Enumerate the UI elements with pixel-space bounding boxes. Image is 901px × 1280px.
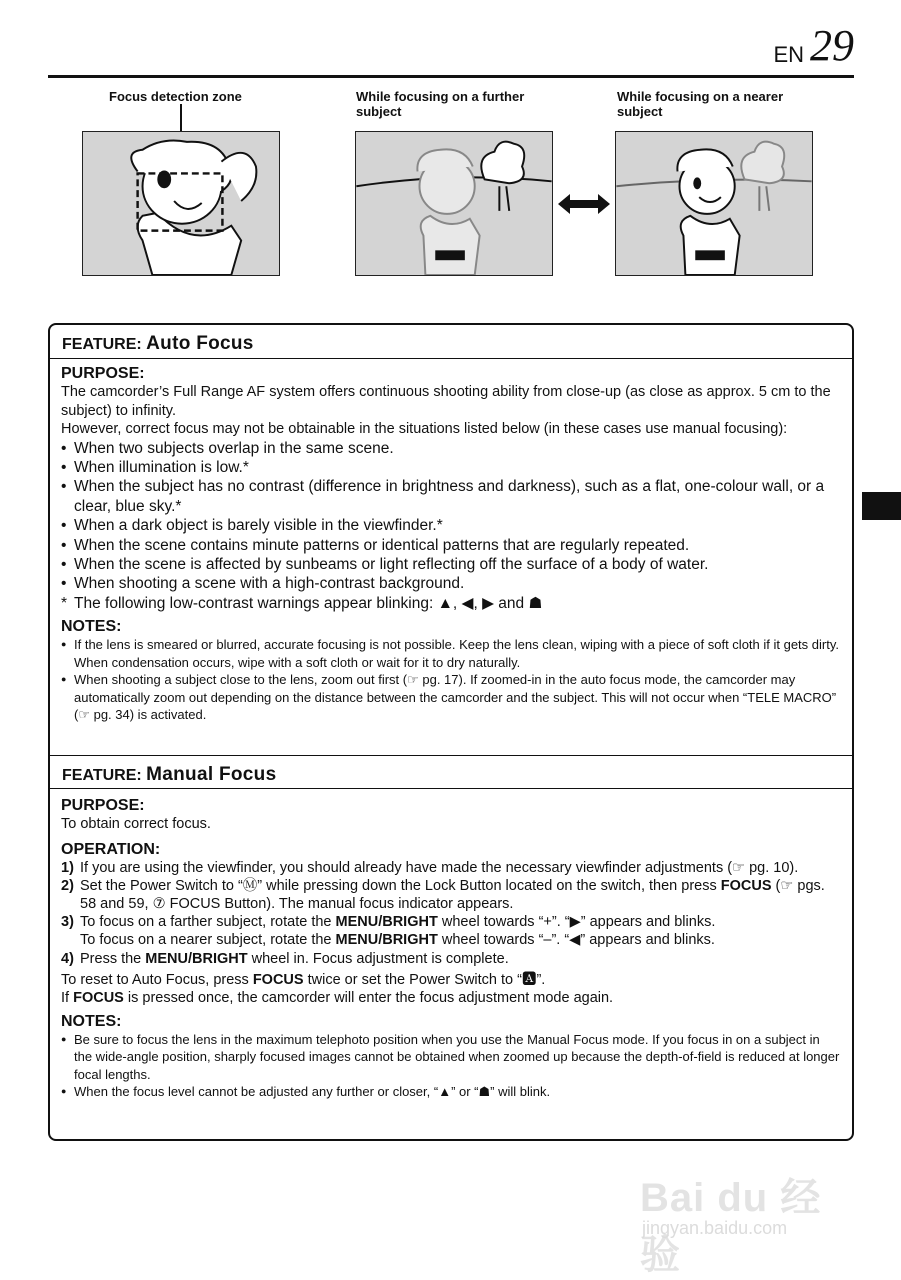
- notes-heading: NOTES:: [61, 618, 122, 636]
- page-number: 29: [810, 21, 854, 70]
- watermark-url: jingyan.baidu.com: [642, 1218, 788, 1238]
- notes-heading: NOTES:: [61, 1012, 122, 1030]
- list-item: ● When shooting a subject close to the lens, zoom out first (☞ pg. 17). If zoomed-in in the auto focus mode, the camcorder may automatically zoom out depending on the distance between the camcorder and the subject. This will not occur when “TELE MACRO” (☞ pg. 34) is activated.: [61, 671, 841, 724]
- step-number: 2): [61, 877, 74, 894]
- step-text: To focus on a nearer subject, rotate the: [80, 932, 332, 949]
- step-text: (☞ pgs. 58 and 59, ⑦ FOCUS Button). The manual focus indicator appears.: [80, 877, 825, 912]
- step-bold: MENU/BRIGHT: [335, 914, 438, 931]
- list-item: • When the scene is affected by sunbeams or light reflecting off the surface of a body of water.: [61, 555, 841, 574]
- feature-title: Manual Focus: [146, 764, 277, 785]
- purpose-paragraph: To obtain correct focus.: [61, 816, 211, 832]
- list-item: • When the subject has no contrast (difference in brightness and darkness), such as a flat, one-colour wall, or a clear, blue sky.*: [61, 477, 841, 516]
- step-text: Press the: [80, 950, 142, 967]
- list-item: • When the scene contains minute patterns or identical patterns that are regularly repeated.: [61, 536, 841, 555]
- operation-step: [61, 913, 841, 949]
- figure-caption-nearer: While focusing on a nearer subject: [617, 89, 784, 119]
- reset-paragraph: [61, 971, 841, 990]
- operation-step: [61, 859, 841, 877]
- operation-heading: OPERATION:: [61, 840, 161, 858]
- auto-focus-section: [61, 364, 841, 724]
- bold-text: FOCUS: [252, 971, 304, 988]
- manual-focus-heading: [50, 755, 852, 789]
- nearer-subject-illustration: [615, 131, 813, 276]
- step-text: If you are using the viewfinder, you should already have made the necessary viewfinder adjustments (☞ pg. 10).: [80, 859, 799, 876]
- purpose-heading: PURPOSE:: [61, 365, 145, 382]
- feature-prefix: FEATURE:: [62, 767, 142, 784]
- page-header: [48, 20, 854, 78]
- figure-caption-further: While focusing on a further subject: [356, 89, 525, 119]
- step-text: Set the Power Switch to “Ⓜ” while pressing down the Lock Button located on the switch, then press: [80, 877, 717, 894]
- language-label: EN: [773, 42, 804, 67]
- operation-step: [61, 950, 841, 968]
- further-subject-illustration: [355, 131, 553, 276]
- text: twice or set the Power Switch to “🅰”.: [307, 971, 546, 988]
- text: If: [61, 990, 70, 1007]
- list-item: • When shooting a scene with a high-contrast background.: [61, 574, 841, 593]
- step-number: 4): [61, 950, 74, 967]
- text: is pressed once, the camcorder will enter the focus adjustment mode again.: [127, 990, 614, 1007]
- operation-step: [61, 877, 841, 913]
- watermark-brand: Bai du 经验: [640, 1176, 822, 1277]
- figure-caption-zone: Focus detection zone: [109, 89, 242, 104]
- step-text: To focus on a farther subject, rotate the: [80, 914, 332, 931]
- double-arrow-icon: [558, 192, 610, 216]
- footnote: * The following low-contrast warnings appear blinking: ▲, ◀, ▶ and ☗: [61, 594, 841, 613]
- auto-focus-heading: [50, 325, 852, 359]
- section-tab-marker: [862, 492, 901, 520]
- operation-list: [61, 859, 841, 968]
- manual-focus-section: [61, 796, 841, 1101]
- step-number: 3): [61, 914, 74, 931]
- step-bold: MENU/BRIGHT: [145, 950, 248, 967]
- step-text: wheel towards “+”. “▶” appears and blinks.: [441, 914, 716, 931]
- again-paragraph: [61, 989, 841, 1008]
- step-bold: FOCUS: [720, 877, 772, 894]
- step-bold: MENU/BRIGHT: [335, 932, 438, 949]
- step-number: 1): [61, 859, 74, 876]
- list-item: • When two subjects overlap in the same scene.: [61, 439, 841, 458]
- notes-list: [61, 636, 841, 724]
- purpose-paragraph: However, correct focus may not be obtainable in the situations listed below (in these cases use manual focusing):: [61, 421, 788, 437]
- purpose-paragraph: The camcorder’s Full Range AF system offers continuous shooting ability from close-up (as close as approx. 5 cm to the subject) to infinity.: [61, 384, 831, 419]
- feature-prefix: FEATURE:: [62, 336, 142, 353]
- watermark: [640, 1148, 860, 1277]
- list-item: • When a dark object is barely visible in the viewfinder.*: [61, 516, 841, 535]
- step-text: wheel towards “–”. “◀” appears and blinks.: [441, 932, 715, 949]
- list-item: ● Be sure to focus the lens in the maximum telephoto position when you use the Manual Focus mode. If you focus in on a subject in the wide-angle position, sharply focused images cannot be obtained when zoomed up because the depth-of-field is reduced at longer focal lengths.: [61, 1031, 841, 1084]
- list-item: ● When the focus level cannot be adjusted any further or closer, “▲” or “☗” will blink.: [61, 1083, 841, 1101]
- list-item: ● If the lens is smeared or blurred, accurate focusing is not possible. Keep the lens clean, wiping with a piece of soft cloth if it gets dirty. When condensation occurs, wipe with a soft cloth or wait for it to dry naturally.: [61, 636, 841, 671]
- purpose-heading: PURPOSE:: [61, 797, 145, 814]
- list-item: • When illumination is low.*: [61, 458, 841, 477]
- notes-list: [61, 1031, 841, 1101]
- step-text: wheel in. Focus adjustment is complete.: [251, 950, 509, 967]
- bold-text: FOCUS: [73, 990, 124, 1007]
- text: To reset to Auto Focus, press: [61, 971, 249, 988]
- feature-title: Auto Focus: [146, 333, 254, 354]
- focus-zone-illustration: [82, 131, 280, 276]
- situation-list: [61, 439, 841, 614]
